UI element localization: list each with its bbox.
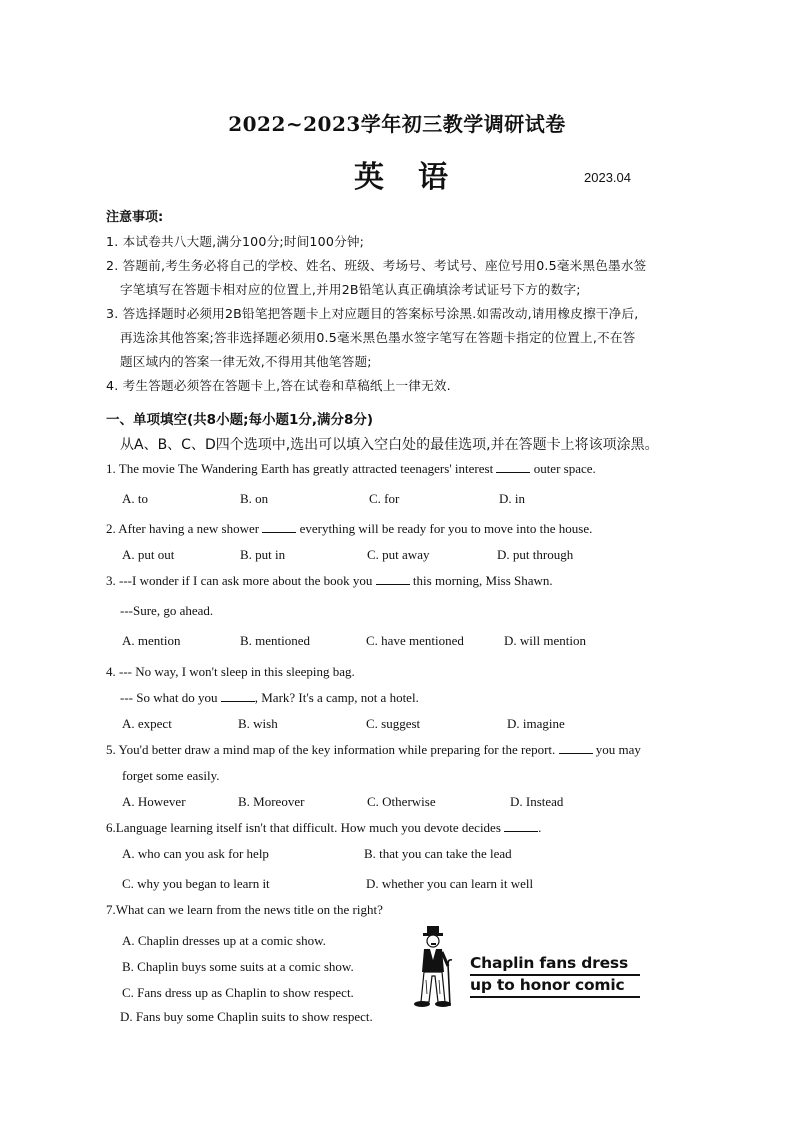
news-title-line2: up to honor comic [470, 976, 625, 994]
option-d: D. put through [497, 547, 574, 562]
option-c: C. for [369, 491, 400, 506]
note-item: 4. 考生答题必须答在答题卡上,答在试卷和草稿纸上一律无效. [106, 378, 451, 393]
option-a: A. Chaplin dresses up at a comic show. [122, 933, 326, 948]
option-d: D. whether you can learn it well [366, 876, 534, 891]
exam-date: 2023.04 [584, 170, 631, 185]
question-4-reply: --- So what do you , Mark? It's a camp, not a hotel. [120, 690, 419, 705]
answer-blank [496, 462, 530, 473]
question-4: 4. --- No way, I won't sleep in this sleeping bag. [106, 664, 355, 679]
option-a: A. expect [122, 716, 172, 731]
section-heading: 一、单项填空(共8小题;每小题1分,满分8分) [106, 412, 374, 428]
option-c: C. put away [367, 547, 430, 562]
option-b: B. that you can take the lead [364, 846, 512, 861]
option-c: C. have mentioned [366, 633, 464, 648]
news-title-line1: Chaplin fans dress [470, 954, 628, 972]
option-c: C. suggest [366, 716, 421, 731]
option-c: C. Otherwise [367, 794, 436, 809]
question-1: 1. The movie The Wandering Earth has greatly attracted teenagers' interest outer space. [106, 461, 596, 476]
option-d: D. in [499, 491, 525, 506]
answer-blank [376, 574, 410, 585]
notes-heading: 注意事项: [106, 210, 164, 225]
option-a: A. mention [122, 633, 181, 648]
option-d: D. Instead [510, 794, 564, 809]
answer-blank [504, 821, 538, 832]
question-7: 7.What can we learn from the news title on the right? [106, 902, 383, 917]
note-item: 3. 答选择题时必须用2B铅笔把答题卡上对应题目的答案标号涂黑.如需改动,请用橡皮擦干净后, [106, 306, 639, 321]
subject-title: 英语 [354, 160, 482, 195]
question-3: 3. ---I wonder if I can ask more about the book you this morning, Miss Shawn. [106, 573, 553, 588]
option-d: D. imagine [507, 716, 565, 731]
note-item: 再选涂其他答案;答非选择题必须用0.5毫米黑色墨水签字笔写在答题卡指定的位置上,不在答 [120, 330, 636, 345]
note-item: 字笔填写在答题卡相对应的位置上,并用2B铅笔认真正确填涂考试证号下方的数字; [120, 282, 581, 297]
note-item: 2. 答题前,考生务必将自己的学校、姓名、班级、考场号、考试号、座位号用0.5毫米黑色墨水签 [106, 258, 647, 273]
option-b: B. put in [240, 547, 286, 562]
option-a: A. who can you ask for help [122, 846, 269, 861]
option-c: C. why you began to learn it [122, 876, 270, 891]
news-title-underline [470, 996, 640, 998]
section-instruction: 从A、B、C、D四个选项中,选出可以填入空白处的最佳选项,并在答题卡上将该项涂黑。 [120, 437, 659, 453]
answer-blank [559, 743, 593, 754]
option-d: D. will mention [504, 633, 586, 648]
question-2: 2. After having a new shower everything will be ready for you to move into the house. [106, 521, 593, 536]
option-b: B. Moreover [238, 794, 305, 809]
chaplin-figure-icon [412, 924, 458, 1014]
option-c: C. Fans dress up as Chaplin to show respect. [122, 985, 354, 1000]
option-b: B. Chaplin buys some suits at a comic show. [122, 959, 354, 974]
news-title-image [412, 924, 648, 1016]
option-b: B. on [240, 491, 269, 506]
question-5: 5. You'd better draw a mind map of the key information while preparing for the report. you may [106, 742, 641, 757]
note-item: 1. 本试卷共八大题,满分100分;时间100分钟; [106, 234, 365, 249]
question-6: 6.Language learning itself isn't that difficult. How much you devote decides . [106, 820, 542, 835]
answer-blank [221, 691, 255, 702]
answer-blank [262, 522, 296, 533]
option-b: B. mentioned [240, 633, 311, 648]
option-a: A. to [122, 491, 148, 506]
option-b: B. wish [238, 716, 278, 731]
option-a: A. However [122, 794, 186, 809]
exam-title: 2022~2023学年初三教学调研试卷 [228, 112, 566, 136]
question-3-reply: ---Sure, go ahead. [120, 603, 214, 618]
option-d: D. Fans buy some Chaplin suits to show respect. [120, 1009, 373, 1024]
note-item: 题区域内的答案一律无效,不得用其他笔答题; [120, 354, 372, 369]
option-a: A. put out [122, 547, 175, 562]
question-5-cont: forget some easily. [122, 768, 220, 783]
